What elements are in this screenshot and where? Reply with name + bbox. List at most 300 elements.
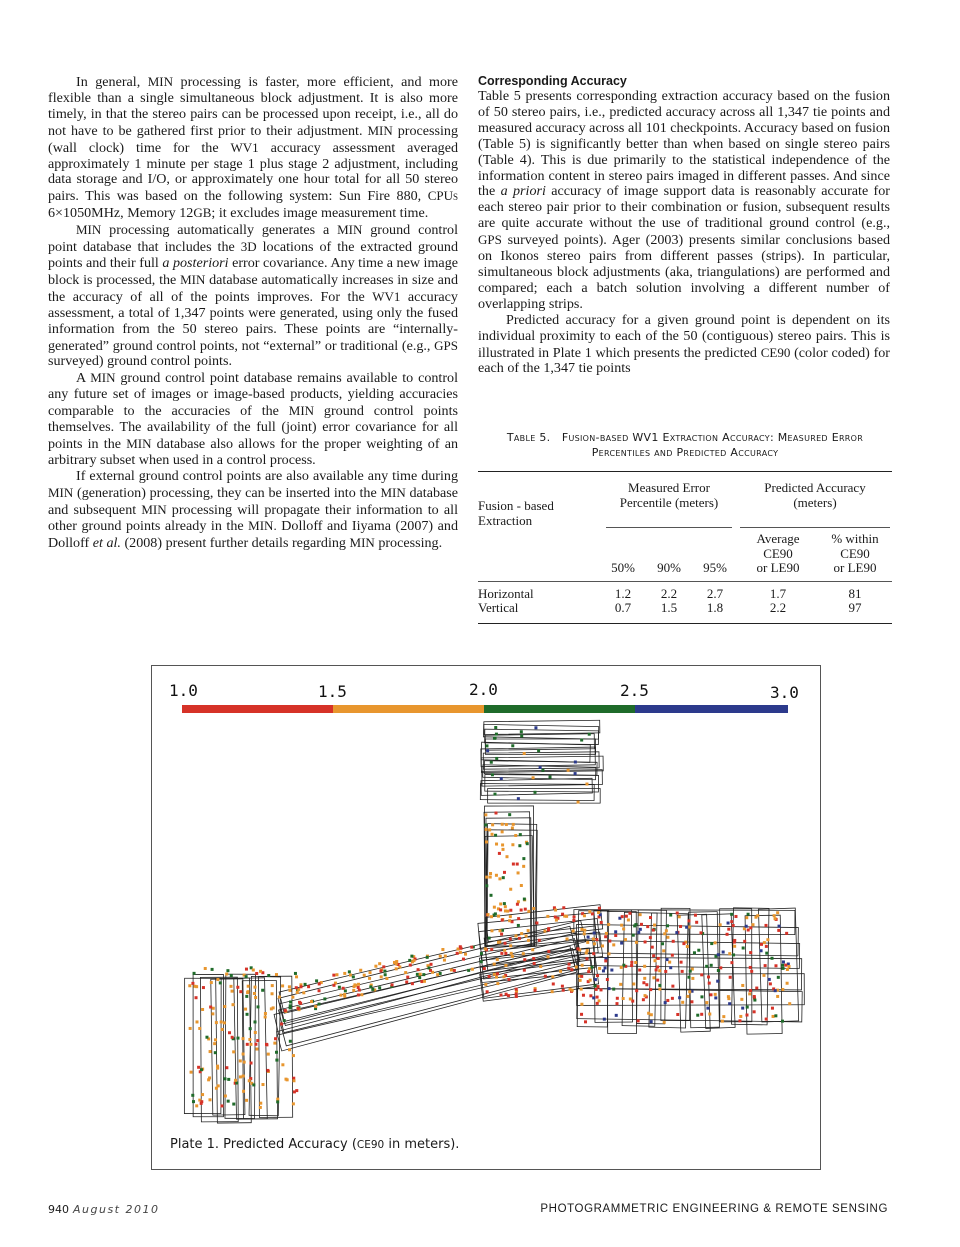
tie-point [255,972,258,975]
tie-point [499,994,502,997]
tie-point [515,988,518,991]
tie-point [261,989,264,992]
tie-point [359,969,362,972]
tie-point [561,913,564,916]
tie-point [657,957,660,960]
tie-point [516,903,519,906]
tie-point [664,1001,667,1004]
tie-point [231,990,234,993]
tie-point [284,1009,287,1012]
tie-point [503,902,506,905]
tie-point [634,961,637,964]
plate-1-figure [151,665,821,1170]
tie-point [562,906,565,909]
tie-point [520,909,523,912]
tie-point [288,985,291,988]
tie-point [291,996,294,999]
tie-point [267,1053,270,1056]
tie-point [520,884,523,887]
scale-segment [484,705,635,713]
scale-label-2: 1.5 [318,682,347,701]
tie-point [223,1005,226,1008]
tie-point [302,991,305,994]
tie-point [749,989,752,992]
tie-point [598,907,601,910]
tie-point [490,915,493,918]
tie-point [714,996,717,999]
tie-point [503,949,506,952]
color-scale-bar [182,705,788,713]
tie-point [357,993,360,996]
tie-point [215,1021,218,1024]
tie-point [524,908,527,911]
tie-point [235,1081,238,1084]
scale-segment [182,705,333,713]
tie-point [256,1039,259,1042]
tie-point [678,915,681,918]
tie-point [486,990,489,993]
tie-point [517,917,520,920]
header-p50: 50% [611,560,635,575]
tie-point [596,985,599,988]
tie-point [493,906,496,909]
tie-point [249,1043,252,1046]
tie-point [615,1014,618,1017]
tie-point [489,894,492,897]
tie-point [549,776,552,779]
tie-point [410,955,413,958]
tie-point [788,965,791,968]
tie-point [592,996,595,999]
tie-point [580,739,583,742]
tie-point [533,962,536,965]
journal-name: PHOTOGRAMMETRIC ENGINEERING & REMOTE SENSING [540,1203,888,1215]
tie-point [668,961,671,964]
tie-point [227,1078,230,1081]
tie-point [512,863,515,866]
table-caption: Table 5. Fusion-based WV1 Extraction Accuracy: Measured Error Percentiles and Predicted Accuracy [506,431,864,459]
tie-point [753,999,756,1002]
tie-point [675,931,678,934]
tie-point [201,1093,204,1096]
footprint [259,976,293,1117]
tie-point [505,823,508,826]
tie-point [539,766,542,769]
tie-point [288,1048,291,1051]
tie-point [663,932,666,935]
tie-point [289,1006,292,1009]
tie-point [289,1040,292,1043]
tie-point [344,989,347,992]
within-header-3: or LE90 [833,560,877,575]
tie-point [638,969,641,972]
tie-point [538,939,541,942]
tie-point [278,996,281,999]
tie-point [501,830,504,833]
tie-point [714,941,717,944]
tie-point [781,1020,784,1023]
tie-point [360,993,363,996]
tie-point [717,969,720,972]
tie-point [214,1038,217,1041]
tie-point [226,969,229,972]
tie-point [504,905,507,908]
tie-point [644,940,647,943]
tie-point [656,965,659,968]
tie-point [493,737,496,740]
tie-point [640,923,643,926]
footprint [488,788,601,803]
tie-point [498,852,501,855]
tie-point [510,952,513,955]
tie-point [318,989,321,992]
tie-point [628,912,631,915]
tie-point [193,972,196,975]
tie-point [687,919,690,922]
tie-point [382,965,385,968]
tie-point [378,962,381,965]
tie-point [596,996,599,999]
left-column [48,74,458,552]
tie-point [441,948,444,951]
average-header-3: or LE90 [756,560,800,575]
tie-point [551,990,554,993]
tie-point [662,949,665,952]
tie-point [700,995,703,998]
tie-point [765,945,768,948]
tie-point [575,965,578,968]
tie-point [378,986,381,989]
predicted-header-2: (meters) [793,494,837,510]
tie-point [383,970,386,973]
tie-point [297,1007,300,1010]
tie-point [616,997,619,1000]
tie-point [496,982,499,985]
scale-label-4: 2.5 [620,681,649,700]
tie-point [567,769,570,772]
tie-point [511,843,514,846]
tie-point [281,1063,284,1066]
tie-point [587,936,590,939]
tie-point [594,984,597,987]
tie-point [729,976,732,979]
tie-point [738,1019,741,1022]
within-header-2: CE90 [840,545,870,561]
tie-point [776,995,779,998]
tie-point [509,944,512,947]
tie-point [470,946,473,949]
tie-point [191,982,194,985]
tie-point [280,1022,283,1025]
tie-point [773,914,776,917]
tie-point [537,749,540,752]
tie-point [253,1020,256,1023]
tie-point [770,957,773,960]
tie-point [686,995,689,998]
tie-point [500,933,503,936]
tie-point [615,1002,618,1005]
tie-point [774,964,777,967]
tie-point [544,975,547,978]
tie-point [488,937,491,940]
tie-point [642,981,645,984]
tie-point [499,929,502,932]
tie-point [555,919,558,922]
tie-point [292,1054,295,1057]
tie-point [582,994,585,997]
tie-point [214,1051,217,1054]
tie-point [620,966,623,969]
tie-point [523,969,526,972]
tie-point [484,813,487,816]
tie-point [708,982,711,985]
tie-point [690,1000,693,1003]
tie-point [568,963,571,966]
tie-point [622,997,625,1000]
tie-point [197,1066,200,1069]
tie-point [665,929,668,932]
tie-point [745,1014,748,1017]
tie-point [244,1008,247,1011]
tie-point [485,744,488,747]
tie-point [765,1018,768,1021]
tie-point [489,872,492,875]
tie-point [772,1015,775,1018]
tie-point [239,990,242,993]
tie-point [591,966,594,969]
tie-point [630,964,633,967]
tie-point [286,1078,289,1081]
tie-point [646,925,649,928]
tie-point [495,843,498,846]
tie-point [543,930,546,933]
tie-point [581,964,584,967]
tie-point [296,991,299,994]
tie-point [594,978,597,981]
tie-point [504,942,507,945]
tie-point [245,975,248,978]
tie-point [589,994,592,997]
tie-point [456,952,459,955]
tie-point [714,993,717,996]
tie-point [501,848,504,851]
tie-point [266,1069,269,1072]
tie-point [503,975,506,978]
paragraph-corresponding-accuracy: Table 5 presents corresponding extraction accuracy based on the fusion of 50 stereo pairs, i.e., predicted accuracy across all 1,347 tie points and measured accuracy across all 101 checkpoints. Accuracy based on fusion (Table 5) is significantly better than when based on single stereo pairs (Table 4). This is due primarily to the statistical independence of the information content in stereo pairs imaged in different passes. And since the a priori accuracy of image support data is reasonably accurate for each stereo pair prior to their combination or fusion, subsequent results are quite accurate without the use of traditional ground control (e.g., GPS surveyed points). Ager (2003) presents similar conclusions based on Ikonos stereo pairs from different passes (strips). In particular, simultaneous block adjustments (aka, triangulations) are performed and compared; each a batch solution involving a different number of overlapping strips. [478,88,890,312]
tie-point [689,970,692,973]
tie-point [281,984,284,987]
tie-point [728,952,731,955]
tie-point [765,952,768,955]
tie-point [705,965,708,968]
tie-point [480,952,483,955]
tie-point [760,949,763,952]
tie-point [766,938,769,941]
tie-point [604,959,607,962]
row-header-line-1: Fusion - based [478,498,554,513]
tie-point [688,990,691,993]
tie-point [652,976,655,979]
tie-point [411,982,414,985]
tie-point [785,932,788,935]
tie-point [485,828,488,831]
tie-point [198,1027,201,1030]
tie-point [212,1007,215,1010]
tie-point [485,876,488,879]
tie-point [525,934,528,937]
tie-point [518,844,521,847]
scale-segment [635,705,788,713]
tie-point [471,968,474,971]
tie-point [489,876,492,879]
tie-point [666,924,669,927]
tie-point [745,916,748,919]
tie-point [515,934,518,937]
tie-point [254,996,257,999]
tie-point [561,985,564,988]
tie-point [633,924,636,927]
tie-point [487,913,490,916]
tie-point [639,928,642,931]
tie-point [314,1005,317,1008]
tie-point [532,776,535,779]
tie-point [730,920,733,923]
tie-point [565,915,568,918]
tie-point [484,823,487,826]
tie-point [485,884,488,887]
tie-point [300,985,303,988]
scale-label-5: 3.0 [770,683,799,702]
tie-point [232,1103,235,1106]
tie-point [786,982,789,985]
tie-point [688,976,691,979]
tie-point [635,989,638,992]
tie-point [580,1003,583,1006]
tie-point [491,833,494,836]
tie-point [554,916,557,919]
tie-point [622,927,625,930]
tie-point [292,1079,295,1082]
tie-point [223,1077,226,1080]
tie-point [652,929,655,932]
tie-point [592,952,595,955]
tie-point [189,1027,192,1030]
tie-point [591,912,594,915]
tie-point [754,916,757,919]
tie-point [459,947,462,950]
tie-point [768,978,771,981]
tie-point [612,943,615,946]
tie-point [608,952,611,955]
tie-point [534,989,537,992]
paragraph-external-control: If external ground control points are also available any time during MIN (generation) processing, they can be inserted into the MIN database and subsequent MIN processing will propagate their information to all other ground points already in the MIN. Dolloff and Iiyama (2007) and Dolloff et al. (2008) present further details regarding MIN processing. [48,467,458,552]
table-row: Vertical 0.7 1.5 1.8 2.2 97 [478,600,862,615]
tie-point [781,988,784,991]
tie-point [242,1053,245,1056]
tie-point [708,1013,711,1016]
tie-point [271,992,274,995]
tie-point [511,826,514,829]
tie-point [600,988,603,991]
tie-point [213,1042,216,1045]
tie-point [733,945,736,948]
tie-point [632,934,635,937]
tie-point [527,939,530,942]
tie-point [585,957,588,960]
tie-point [426,956,429,959]
tie-point [490,761,493,764]
tie-point [293,1090,296,1093]
tie-point [607,923,610,926]
tie-point [642,998,645,1001]
tie-point [408,959,411,962]
tie-point [639,913,642,916]
header-p90: 90% [657,560,681,575]
tie-point [621,915,624,918]
tie-point [764,964,767,967]
paragraph-predicted-accuracy: Predicted accuracy for a given ground point is dependent on its individual proximity to each of the 50 (contiguous) stereo pairs. This is illustrated in Plate 1 which presents the predicted CE90 (color coded) for each of the 1,347 tie points [478,311,890,377]
tie-point [688,926,691,929]
tie-point [501,823,504,826]
tie-point [252,968,255,971]
tie-point [221,1028,224,1031]
tie-point [747,913,750,916]
tie-point [444,955,447,958]
tie-point [656,979,659,982]
tie-point [504,952,507,955]
tie-point [232,1050,235,1053]
tie-point [658,988,661,991]
tie-point [205,1036,208,1039]
tie-point [603,1018,606,1021]
tie-point [649,988,652,991]
tie-point [368,977,371,980]
tie-point [680,961,683,964]
tie-point [416,973,419,976]
right-column [478,74,890,377]
tie-point [204,967,207,970]
tie-point [490,929,493,932]
paragraph-min-processing: In general, MIN processing is faster, more efficient, and more flexible than a single simultaneous block adjustment. It is also more timely, in that the stereo pairs can be processed upon receipt, i.e., all do not have to be gathered first prior to their adjustment. MIN processing (wall clock) time for the WV1 accuracy assessment averaged approximately 1 minute per stage 1 plus stage 2 adjustment, including data storage and I/O, or approximately one hour total for all 50 stereo pairs. This was based on the following system: Sun Fire 880, CPUs 6×1050MHz, Memory 12GB; it excludes image measurement time. [48,74,458,222]
tie-point [650,1013,653,1016]
tie-point [741,984,744,987]
tie-point [741,1007,744,1010]
tie-point [273,1042,276,1045]
tie-point [620,924,623,927]
tie-point [748,992,751,995]
tie-point [495,811,498,814]
tie-point [730,913,733,916]
tie-point [335,973,338,976]
tie-point [507,978,510,981]
tie-point [593,932,596,935]
tie-point [671,954,674,957]
tie-point [509,915,512,918]
tie-point [501,843,504,846]
tie-point [554,909,557,912]
tie-point [774,989,777,992]
tie-point [230,974,233,977]
tie-point [602,969,605,972]
tie-point [254,1043,257,1046]
tie-point [597,911,600,914]
tie-point [496,958,499,961]
tie-point [352,975,355,978]
tie-point [486,749,489,752]
tie-point [583,914,586,917]
tie-point [259,1106,262,1109]
tie-point [531,948,534,951]
